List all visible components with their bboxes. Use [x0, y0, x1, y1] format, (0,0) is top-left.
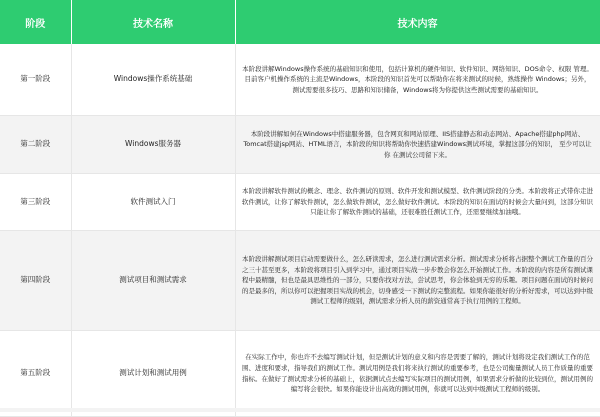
table-row	[0, 231, 600, 331]
table-row	[0, 174, 600, 231]
table-row	[0, 44, 600, 116]
tech-content-cell: 在实际工作中，你也许不去编写测试计划，但是测试计划的意义和内容是需要了解的，测试计划将设定我们测试工作的范围、进度和要求，指导我们的测试工作。测试用例是我们将来执行测试的重要参考，也是公司衡量测试人员工作质量的重要指标。在做好了测试需求分析的基础上，依据测试点去编写实际项目的测试用例，如果需求分析做的比较到位，测试用例的编写将会很快。如果你能设计出高效的测试用例，你就可以达到中级测试工程师的级别。	[235, 331, 600, 417]
tech-name-cell: 测试计划和测试用例	[71, 331, 235, 417]
tech-content-cell: 本阶段讲解软件测试的概念、理念、软件测试的原则、软件开发和测试模型、软件测试阶段的分类。本阶段将正式带你走进 软件测试，让你了解软件测试，怎么做软件测试，怎么做好软件测试。本阶段的知识在面试的时候会大量问到，这部分知识只能让你了解软件测试的基础，还很难胜任测试工作，还需要继续加油哦。	[235, 174, 600, 231]
tech-content-cell: 本阶段讲解如何在Windows中搭建服务器，包含网页和网站原理、IIS搭建静态和动态网站、Apache搭建php网站、 Tomcat搭建jsp网站、HTML语言，本阶段的知识将帮助你快速搭建Windows测试环境，掌握这部分的知识， 至少可以让你 在测试公司留下来。	[235, 116, 600, 174]
table-row	[0, 116, 600, 174]
tech-name-cell: Windows操作系统基础	[71, 44, 235, 116]
stage-cell: 第二阶段	[0, 116, 71, 174]
tech-name-cell: 测试项目和测试需求	[71, 231, 235, 331]
header-tech-content: 技术内容	[235, 0, 600, 44]
stage-cell: 第五阶段	[0, 331, 71, 417]
tech-content-cell: 本阶段讲解Windows操作系统的基础知识和使用，包括计算机的硬件知识、软件知识、网络知识、DOS命令、权限 管理。目前客户机操作系统的主流是Windows，本阶段的知识首先可以帮助你在将来测试的时候，熟练操作 Windows；另外，测试需要很多技巧、思路和知识储备，Windows将为你提供这些测试需要的基础知识。	[235, 44, 600, 116]
stage-cell: 第一阶段	[0, 44, 71, 116]
next-row-edge	[0, 408, 600, 412]
tech-name-cell: Windows服务器	[71, 116, 235, 174]
tech-name-cell: 软件测试入门	[71, 174, 235, 231]
table-row	[0, 331, 600, 417]
table-header-row	[0, 0, 600, 44]
header-stage: 阶段	[0, 0, 71, 44]
stage-cell: 第三阶段	[0, 174, 71, 231]
header-tech-name: 技术名称	[71, 0, 235, 44]
tech-content-cell: 本阶段讲解测试项目启动需要做什么，怎么研读需求，怎么进行测试需求分析。测试需求分析将占据整个测试工作量的百分之三十甚至更多，本阶段将项目引入到学习中，通过项目实战一步步教会你怎么开始测试工作。本阶段的内容是所有测试课程中最精髓，但也是最具思维性的一部分，只要你找对方法，尝试思考，你会体验到无穷的乐趣。项目问题在面试的时候问的是最多的，所以你可以把握项目实战的机会，切身感受一下测试的完整流程。如果你能很好的分析好需求，可以达到中级测试工程师的级别，测试需求分析人员的薪资通常高于执行用例的工程师。	[235, 231, 600, 331]
stage-cell: 第四阶段	[0, 231, 71, 331]
